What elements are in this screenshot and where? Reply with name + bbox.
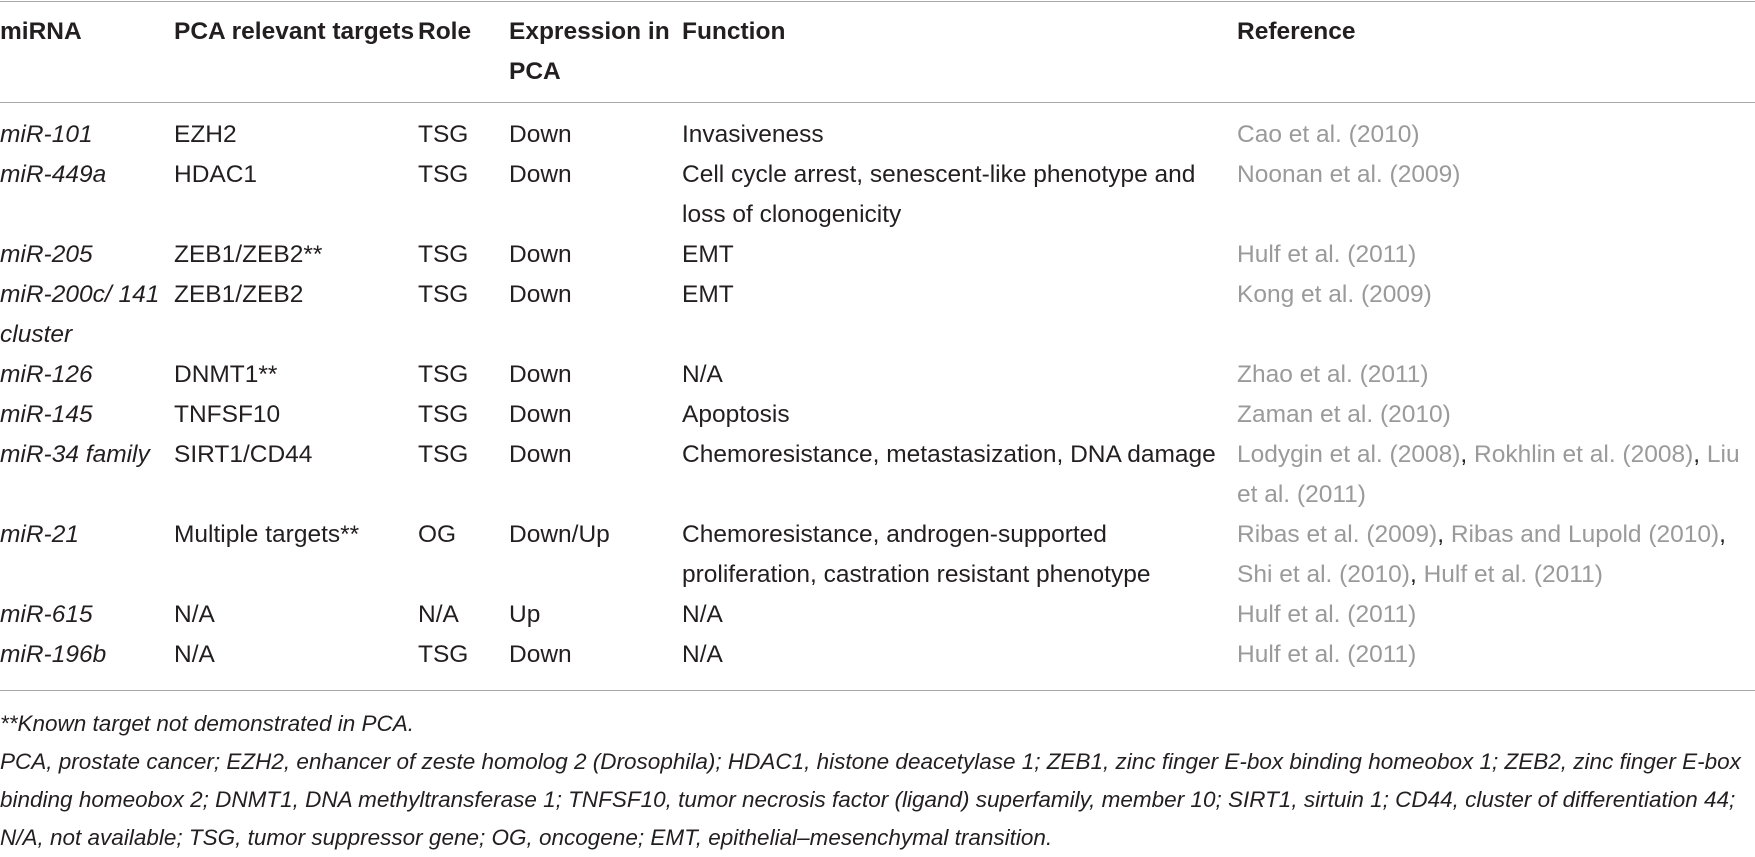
cell-targets: HDAC1 (174, 161, 258, 188)
cell-role: TSG (418, 241, 469, 268)
cell-reference: Ribas et al. (2009), Ribas and Lupold (2010), Shi et al. (2010), Hulf et al. (2011) (1237, 521, 1726, 588)
table-header (0, 0, 1755, 101)
reference-link[interactable]: Zaman et al. (2010) (1237, 401, 1451, 428)
reference-link[interactable]: Noonan et al. (2009) (1237, 161, 1461, 188)
table-row (0, 515, 1755, 595)
cell-function: N/A (682, 361, 723, 388)
cell-role: TSG (418, 641, 469, 668)
cell-reference (1237, 395, 1755, 435)
reference-link[interactable]: Kong et al. (2009) (1237, 281, 1432, 308)
cell-function: Chemoresistance, metastasization, DNA damage (682, 441, 1216, 468)
cell-targets: TNFSF10 (174, 401, 281, 428)
header-targets: PCA relevant targets (174, 18, 415, 45)
cell-mirna: miR-145 (0, 401, 93, 428)
cell-expression: Down (509, 281, 572, 308)
cell-targets: N/A (174, 601, 215, 628)
reference-link[interactable]: Lodygin et al. (2008) (1237, 441, 1461, 468)
table-row (0, 275, 1755, 355)
cell-expression: Down (509, 641, 572, 668)
cell-targets: DNMT1** (174, 361, 278, 388)
header-role: Role (418, 18, 472, 45)
cell-mirna: miR-101 (0, 121, 93, 148)
cell-mirna: miR-21 (0, 521, 79, 548)
cell-mirna: miR-200c/ 141 cluster (0, 281, 160, 348)
table-bottom-rule (0, 690, 1755, 691)
reference-link[interactable]: Hulf et al. (2011) (1237, 241, 1417, 268)
cell-mirna: miR-615 (0, 601, 93, 628)
cell-reference (1237, 275, 1755, 355)
cell-function: EMT (682, 241, 734, 268)
cell-mirna: miR-34 family (0, 441, 150, 468)
cell-role: TSG (418, 161, 469, 188)
cell-mirna: miR-449a (0, 161, 107, 188)
cell-expression: Down (509, 441, 572, 468)
cell-expression: Up (509, 601, 541, 628)
table-row (0, 355, 1755, 395)
cell-role: TSG (418, 121, 469, 148)
cell-mirna: miR-126 (0, 361, 93, 388)
header-row (0, 0, 1755, 101)
reference-link[interactable]: Liu et al. (2011) (1237, 441, 1740, 508)
cell-expression: Down (509, 361, 572, 388)
cell-targets: Multiple targets** (174, 521, 360, 548)
reference-link[interactable]: Hulf et al. (2011) (1423, 561, 1603, 588)
cell-targets: ZEB1/ZEB2** (174, 241, 323, 268)
header-expression: Expression in PCA (509, 18, 670, 85)
cell-mirna: miR-196b (0, 641, 107, 668)
cell-function: Apoptosis (682, 401, 790, 428)
cell-targets: ZEB1/ZEB2 (174, 281, 304, 308)
table-row (0, 235, 1755, 275)
cell-function: Chemoresistance, androgen-supported proliferation, castration resistant phenotype (682, 521, 1151, 588)
header-reference: Reference (1237, 18, 1356, 45)
table-notes (0, 705, 1755, 857)
cell-targets: SIRT1/CD44 (174, 441, 313, 468)
cell-reference (1237, 101, 1755, 155)
cell-reference (1237, 235, 1755, 275)
cell-reference (1237, 155, 1755, 235)
table-row (0, 395, 1755, 435)
reference-link[interactable]: Ribas et al. (2009) (1237, 521, 1438, 548)
cell-role: TSG (418, 441, 469, 468)
reference-link[interactable]: Ribas and Lupold (2010) (1450, 521, 1720, 548)
cell-expression: Down (509, 241, 572, 268)
reference-link[interactable]: Cao et al. (2010) (1237, 121, 1420, 148)
table-row (0, 155, 1755, 235)
cell-reference (1237, 635, 1755, 675)
reference-link[interactable]: Rokhlin et al. (2008) (1474, 441, 1694, 468)
footnote: **Known target not demonstrated in PCA. (0, 711, 414, 736)
cell-role: N/A (418, 601, 459, 628)
cell-reference (1237, 595, 1755, 635)
cell-role: OG (418, 521, 457, 548)
cell-function: Cell cycle arrest, senescent-like phenotype and loss of clonogenicity (682, 161, 1196, 228)
cell-expression: Down/Up (509, 521, 610, 548)
cell-reference: Lodygin et al. (2008), Rokhlin et al. (2008), Liu et al. (2011) (1237, 441, 1740, 508)
cell-expression: Down (509, 401, 572, 428)
cell-role: TSG (418, 361, 469, 388)
cell-function: Invasiveness (682, 121, 824, 148)
cell-reference (1237, 355, 1755, 395)
reference-link[interactable]: Hulf et al. (2011) (1237, 601, 1417, 628)
table-row (0, 595, 1755, 635)
table-body (0, 101, 1755, 675)
table-row (0, 101, 1755, 155)
header-function: Function (682, 18, 786, 45)
cell-expression: Down (509, 161, 572, 188)
cell-targets: EZH2 (174, 121, 237, 148)
cell-role: TSG (418, 281, 469, 308)
cell-mirna: miR-205 (0, 241, 93, 268)
reference-link[interactable]: Zhao et al. (2011) (1237, 361, 1429, 388)
cell-targets: N/A (174, 641, 215, 668)
header-mirna: miRNA (0, 18, 82, 45)
cell-function: N/A (682, 601, 723, 628)
cell-expression: Down (509, 121, 572, 148)
reference-link[interactable]: Hulf et al. (2011) (1237, 641, 1417, 668)
table-row (0, 435, 1755, 515)
reference-link[interactable]: Shi et al. (2010) (1237, 561, 1410, 588)
abbreviations: PCA, prostate cancer; EZH2, enhancer of zeste homolog 2 (Drosophila); HDAC1, histone deacetylase 1; ZEB1, zinc finger E-box binding homeobox 1; ZEB2, zinc finger E-box binding homeobox 2; DNMT1, DNA methyltransferase 1; TNFSF10, tumor necrosis factor (ligand) superfamily, member 10; SIRT1, sirtuin 1; CD44, cluster of differentiation 44; N/A, not available; TSG, tumor suppressor gene; OG, oncogene; EMT, epithelial–mesenchymal transition. (0, 749, 1741, 850)
table-row (0, 635, 1755, 675)
cell-function: N/A (682, 641, 723, 668)
cell-function: EMT (682, 281, 734, 308)
cell-role: TSG (418, 401, 469, 428)
